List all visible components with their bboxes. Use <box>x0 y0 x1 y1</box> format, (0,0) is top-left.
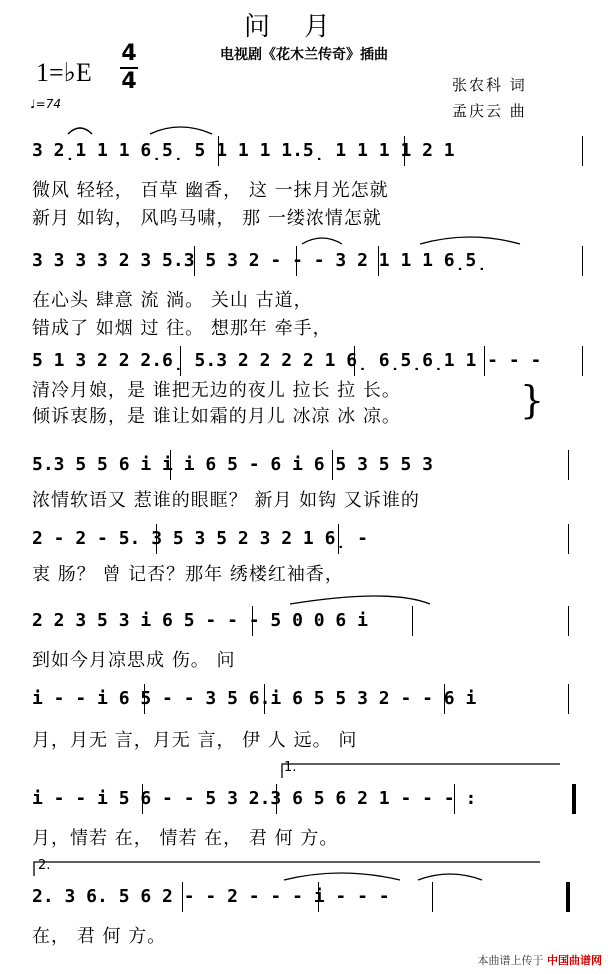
footer-brand[interactable]: 中国曲谱网 <box>547 954 602 967</box>
barline <box>218 136 219 166</box>
lyricist-credit: 张农科 词 <box>452 76 527 94</box>
barline <box>354 346 355 376</box>
barline <box>412 606 413 636</box>
barline <box>182 882 183 912</box>
jianpu-notes: i - - i 6 5 - - 3 5 6.i 6 5 5 3 2 - - 6 i <box>32 688 477 709</box>
lyric-verse-1: 在， 君 何 方。 <box>32 926 167 947</box>
lyric-verse-1: 清冷月娘，是 谁把无边的夜儿 拉长 拉 长。 <box>32 380 401 401</box>
barline <box>568 684 569 714</box>
barline <box>568 606 569 636</box>
jianpu-notes: i - - i 5 6 - - 5 3 2.3 6 5 6 2 1 - - - : <box>32 788 477 809</box>
time-signature <box>120 42 138 94</box>
barline <box>252 606 253 636</box>
lyric-verse-2: 倾诉衷肠，是 谁让如霜的月儿 冰凉 冰 凉。 <box>32 406 401 427</box>
slur <box>420 237 520 244</box>
notation-line <box>32 782 586 816</box>
time-numerator: 4 <box>121 41 137 66</box>
barline <box>484 346 485 376</box>
footer-text: 本曲谱上传于 <box>477 954 544 967</box>
barline <box>156 524 157 554</box>
lyric-verse-1: 衷 肠？ 曾 记否？那年 绣楼红袖香， <box>32 564 344 585</box>
jianpu-notes: 2 2 3 5 3 i 6 5 - - - 5 0 0 6 i <box>32 610 368 631</box>
volta-2-label: 2. <box>38 858 51 873</box>
composer-credit: 孟庆云 曲 <box>452 102 527 120</box>
footer-credit <box>478 952 603 968</box>
notation-line <box>32 880 586 914</box>
jianpu-notes: 2. 3 6. 5 6 2 - - 2 - - - i - - - <box>32 886 390 907</box>
barline <box>264 684 265 714</box>
barline <box>454 784 455 814</box>
volta-1-bracket <box>282 764 560 778</box>
barline <box>142 784 143 814</box>
jianpu-notes: 5.3 5 5 6 i i i 6 5 - 6 i 6 5 3 5 5 3 <box>32 454 433 475</box>
jianpu-notes: 3 2̣1 1 1 6̣5̣ 5 1 1 1 1.5̣ 1 1 1 1 2 1 <box>32 140 455 161</box>
lyric-verse-2: 错成了 如烟 过 往。 想那年 牵手， <box>32 318 332 339</box>
barline <box>144 684 145 714</box>
slur <box>284 873 400 880</box>
notation-line <box>32 448 586 482</box>
barline <box>180 346 181 376</box>
jianpu-notes: 3 3 3 3 2 3 5.3 5 3 2 - - - 3 2 1 1 1 6̣5̣ <box>32 250 488 271</box>
barline <box>378 246 379 276</box>
key-signature: 1=♭E <box>36 58 92 87</box>
lyric-verse-1: 月，月无 言，月无 言， 伊 人 远。 问 <box>32 730 358 751</box>
lyric-verse-1: 月，情若 在， 情若 在， 君 何 方。 <box>32 828 339 849</box>
barline <box>444 684 445 714</box>
jianpu-notes: 5 1 3 2 2 2.6̣ 5.3 2 2 2 2 1 6̣ 6̣5̣6̣1 1 - - - <box>32 350 542 371</box>
barline <box>170 450 171 480</box>
barline <box>332 450 333 480</box>
barline <box>318 882 319 912</box>
notation-line <box>32 134 586 168</box>
lyric-verse-1: 微风 轻轻， 百草 幽香， 这 一抹月光怎就 <box>32 180 389 201</box>
lyric-verse-2: 新月 如钩， 风呜马啸， 那 一缕浓情怎就 <box>32 208 382 229</box>
time-denominator: 4 <box>121 69 137 94</box>
notation-line <box>32 244 586 278</box>
jianpu-notes: 2 - 2 - 5. 3 5 3 5 2 3 2 1 6̣ - <box>32 528 368 549</box>
notation-line <box>32 522 586 556</box>
repeat-barline <box>572 784 576 814</box>
final-barline <box>566 882 570 912</box>
volta-1-label: 1. <box>284 760 297 775</box>
song-subtitle: 电视剧《花木兰传奇》插曲 <box>220 47 388 63</box>
barline <box>404 136 405 166</box>
lyric-verse-1: 浓情软语又 惹谁的眼眶？ 新月 如钩 又诉谁的 <box>32 490 420 511</box>
verse-brace: } <box>520 378 545 422</box>
lyric-verse-1: 到如今月凉思成 伤。 问 <box>32 650 236 671</box>
barline <box>276 784 277 814</box>
volta-2-bracket <box>34 862 540 876</box>
notation-line <box>32 344 586 378</box>
barline <box>568 450 569 480</box>
lyric-verse-1: 在心头 肆意 流 淌。 关山 古道， <box>32 290 313 311</box>
tempo-mark: ♩=74 <box>30 97 61 111</box>
notation-line <box>32 682 586 716</box>
barline <box>432 882 433 912</box>
barline <box>582 136 583 166</box>
notation-line <box>32 604 586 638</box>
barline <box>296 246 297 276</box>
barline <box>582 246 583 276</box>
song-title: 问月 <box>243 12 364 42</box>
slur <box>150 127 212 134</box>
barline <box>194 246 195 276</box>
barline <box>582 346 583 376</box>
barline <box>338 524 339 554</box>
slur <box>290 596 430 604</box>
barline <box>568 524 569 554</box>
